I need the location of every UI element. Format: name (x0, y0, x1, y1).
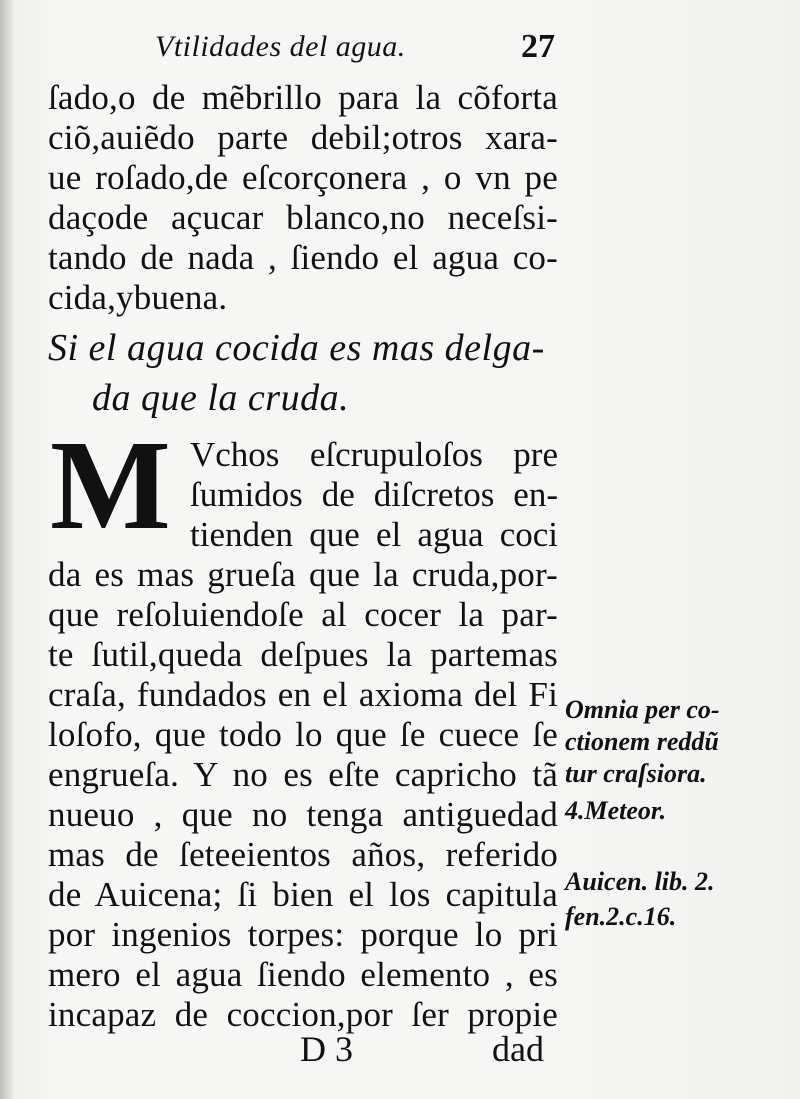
text-line: mas de ſeteeientos años, referido (48, 835, 558, 874)
text-line: tienden que el agua coci (190, 515, 558, 554)
text-line: da es mas grueſa que la cruda,por- (48, 555, 558, 594)
text-line: de Auicena; ſi bien el los capitula (48, 875, 558, 914)
text-line: nueuo , que no tenga antiguedad (48, 795, 558, 834)
text-line: por ingenios torpes: porque lo pri (48, 915, 558, 954)
text-line: que reſoluiendoſe al cocer la par- (48, 595, 558, 634)
text-line: engrueſa. Y no es eſte capricho tã (48, 755, 558, 794)
page-header (155, 30, 555, 70)
text-line: Vchos eſcrupuloſos pre (190, 435, 558, 474)
margin-note-line: tur craſsiora. (565, 759, 707, 788)
text-line: daçode açucar blanco,no neceſsi- (48, 198, 558, 237)
margin-note-line: 4.Meteor. (565, 796, 667, 825)
text-line: craſa, fundados en el axioma del Fi (48, 675, 558, 714)
text-line: ciõ,auiẽdo parte debil;otros xara- (48, 118, 558, 157)
margin-note-line: Omnia per co- (565, 695, 720, 724)
text-line: ſado,o de mẽbrillo para la cõforta (48, 78, 558, 117)
signature-mark: D 3 (300, 1029, 353, 1069)
page-number: 27 (521, 28, 555, 65)
text-line: loſofo, que todo lo que ſe cuece ſe (48, 715, 558, 754)
text-line: tando de nada , ſiendo el agua co- (48, 238, 558, 277)
drop-cap: M (50, 414, 171, 556)
text-line: ſumidos de diſcretos en- (190, 475, 558, 514)
running-head: Vtilidades del agua. (155, 30, 406, 63)
catchword: dad (492, 1029, 544, 1069)
text-line: cida,ybuena. (48, 278, 228, 317)
text-line: mero el agua ſiendo elemento , es (48, 955, 558, 994)
margin-note-line: fen.2.c.16. (565, 902, 677, 931)
section-heading: da que la cruda. (92, 377, 350, 419)
gutter-shadow (0, 0, 14, 1099)
text-line: te ſutil,queda deſpues la partemas (48, 635, 558, 674)
text-line: incapaz de coccion,por ſer propie (48, 995, 558, 1034)
margin-note-line: Auicen. lib. 2. (565, 867, 715, 896)
text-line: ue roſado,de eſcorçonera , o vn pe (48, 158, 558, 197)
margin-note-line: ctionem reddũ (565, 727, 719, 756)
section-heading: Si el agua cocida es mas delga- (48, 327, 545, 369)
